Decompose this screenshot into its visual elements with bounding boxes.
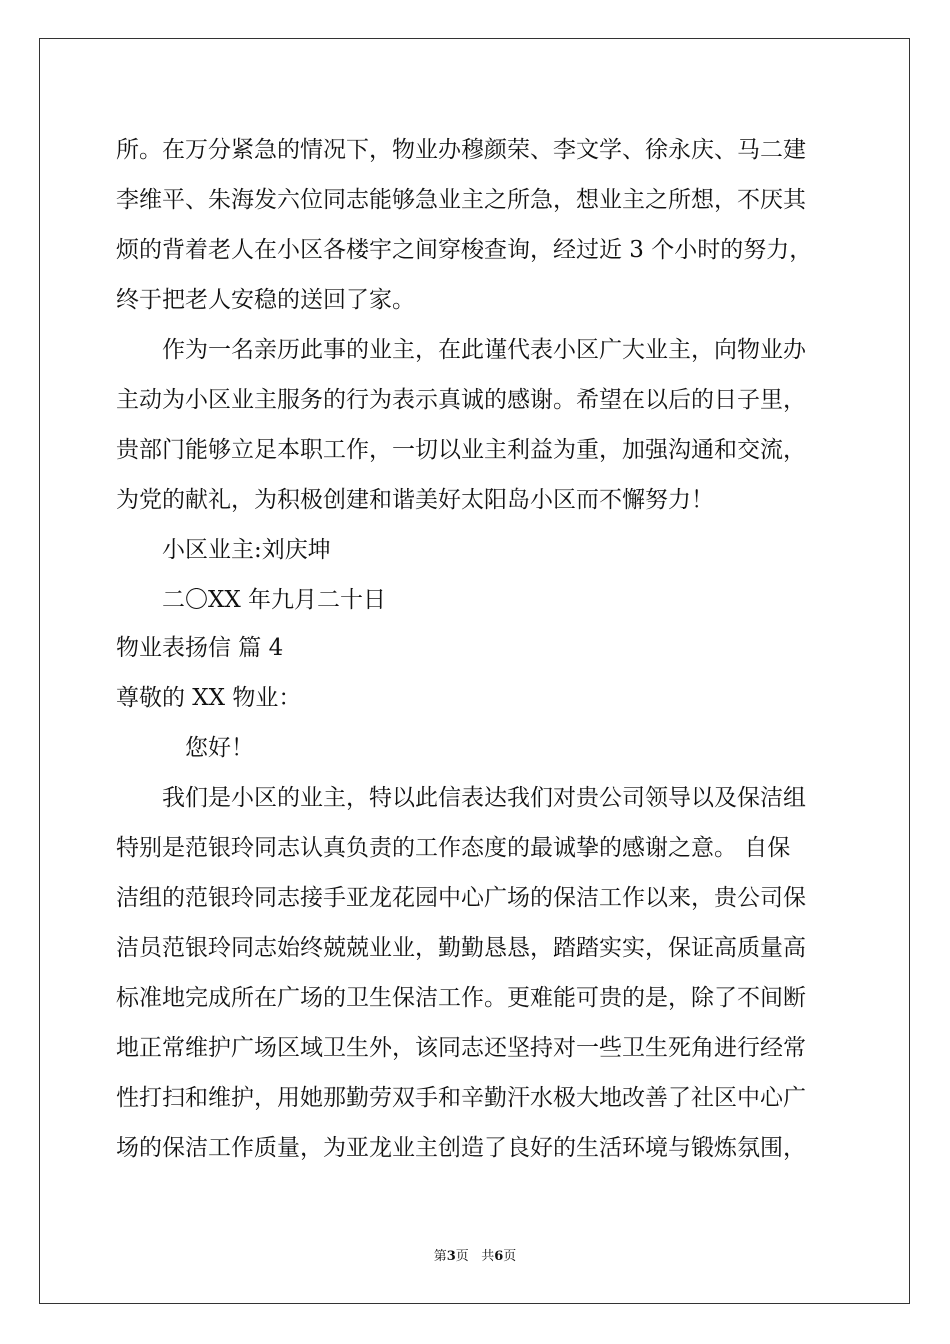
text-line: 主动为小区业主服务的行为表示真诚的感谢。希望在以后的日子里， xyxy=(116,387,806,413)
text-line: 所。在万分紧急的情况下，物业办穆颜荣、李文学、徐永庆、马二建 xyxy=(116,137,806,163)
text-line: 场的保洁工作质量，为亚龙业主创造了良好的生活环境与锻炼氛围， xyxy=(116,1135,806,1161)
text-line: 李维平、朱海发六位同志能够急业主之所急，想业主之所想，不厌其 xyxy=(116,187,806,213)
text-line: 终于把老人安稳的送回了家。 xyxy=(116,287,415,313)
salutation: 尊敬的 XX 物业： xyxy=(116,685,302,711)
footer-page-prefix: 第 xyxy=(433,1249,447,1264)
text-line: 作为一名亲历此事的业主，在此谨代表小区广大业主，向物业办 xyxy=(162,337,806,363)
text-line: 洁员范银玲同志始终兢兢业业，勤勤恳恳，踏踏实实，保证高质量高 xyxy=(116,935,806,961)
page-border xyxy=(39,38,910,1304)
text-line: 我们是小区的业主，特以此信表达我们对贵公司领导以及保洁组 xyxy=(162,785,806,811)
footer-page-suffix: 页 xyxy=(503,1249,517,1264)
section-heading: 物业表扬信 篇 4 xyxy=(116,635,284,661)
footer-page-total: 6 xyxy=(494,1249,504,1264)
footer-page-number: 3 xyxy=(446,1249,456,1264)
text-line: 烦的背着老人在小区各楼宇之间穿梭查询，经过近 3 个小时的努力， xyxy=(116,237,813,263)
text-line: 特别是范银玲同志认真负责的工作态度的最诚挚的感谢之意。 自保 xyxy=(116,835,791,861)
page-footer xyxy=(0,1245,950,1264)
text-line: 洁组的范银玲同志接手亚龙花园中心广场的保洁工作以来，贵公司保 xyxy=(116,885,806,911)
text-line: 贵部门能够立足本职工作，一切以业主利益为重，加强沟通和交流， xyxy=(116,437,806,463)
text-line: 地正常维护广场区域卫生外，该同志还坚持对一些卫生死角进行经常 xyxy=(116,1035,806,1061)
signature-line: 小区业主:刘庆坤 xyxy=(162,537,331,563)
footer-page-mid: 页 共 xyxy=(455,1249,495,1264)
greeting: 您好！ xyxy=(185,735,254,761)
date-line: 二〇XX 年九月二十日 xyxy=(162,587,387,613)
text-line: 为党的献礼，为积极创建和谐美好太阳岛小区而不懈努力！ xyxy=(116,487,714,513)
text-line: 标准地完成所在广场的卫生保洁工作。更难能可贵的是，除了不间断 xyxy=(116,985,806,1011)
text-line: 性打扫和维护，用她那勤劳双手和辛勤汗水极大地改善了社区中心广 xyxy=(116,1085,806,1111)
